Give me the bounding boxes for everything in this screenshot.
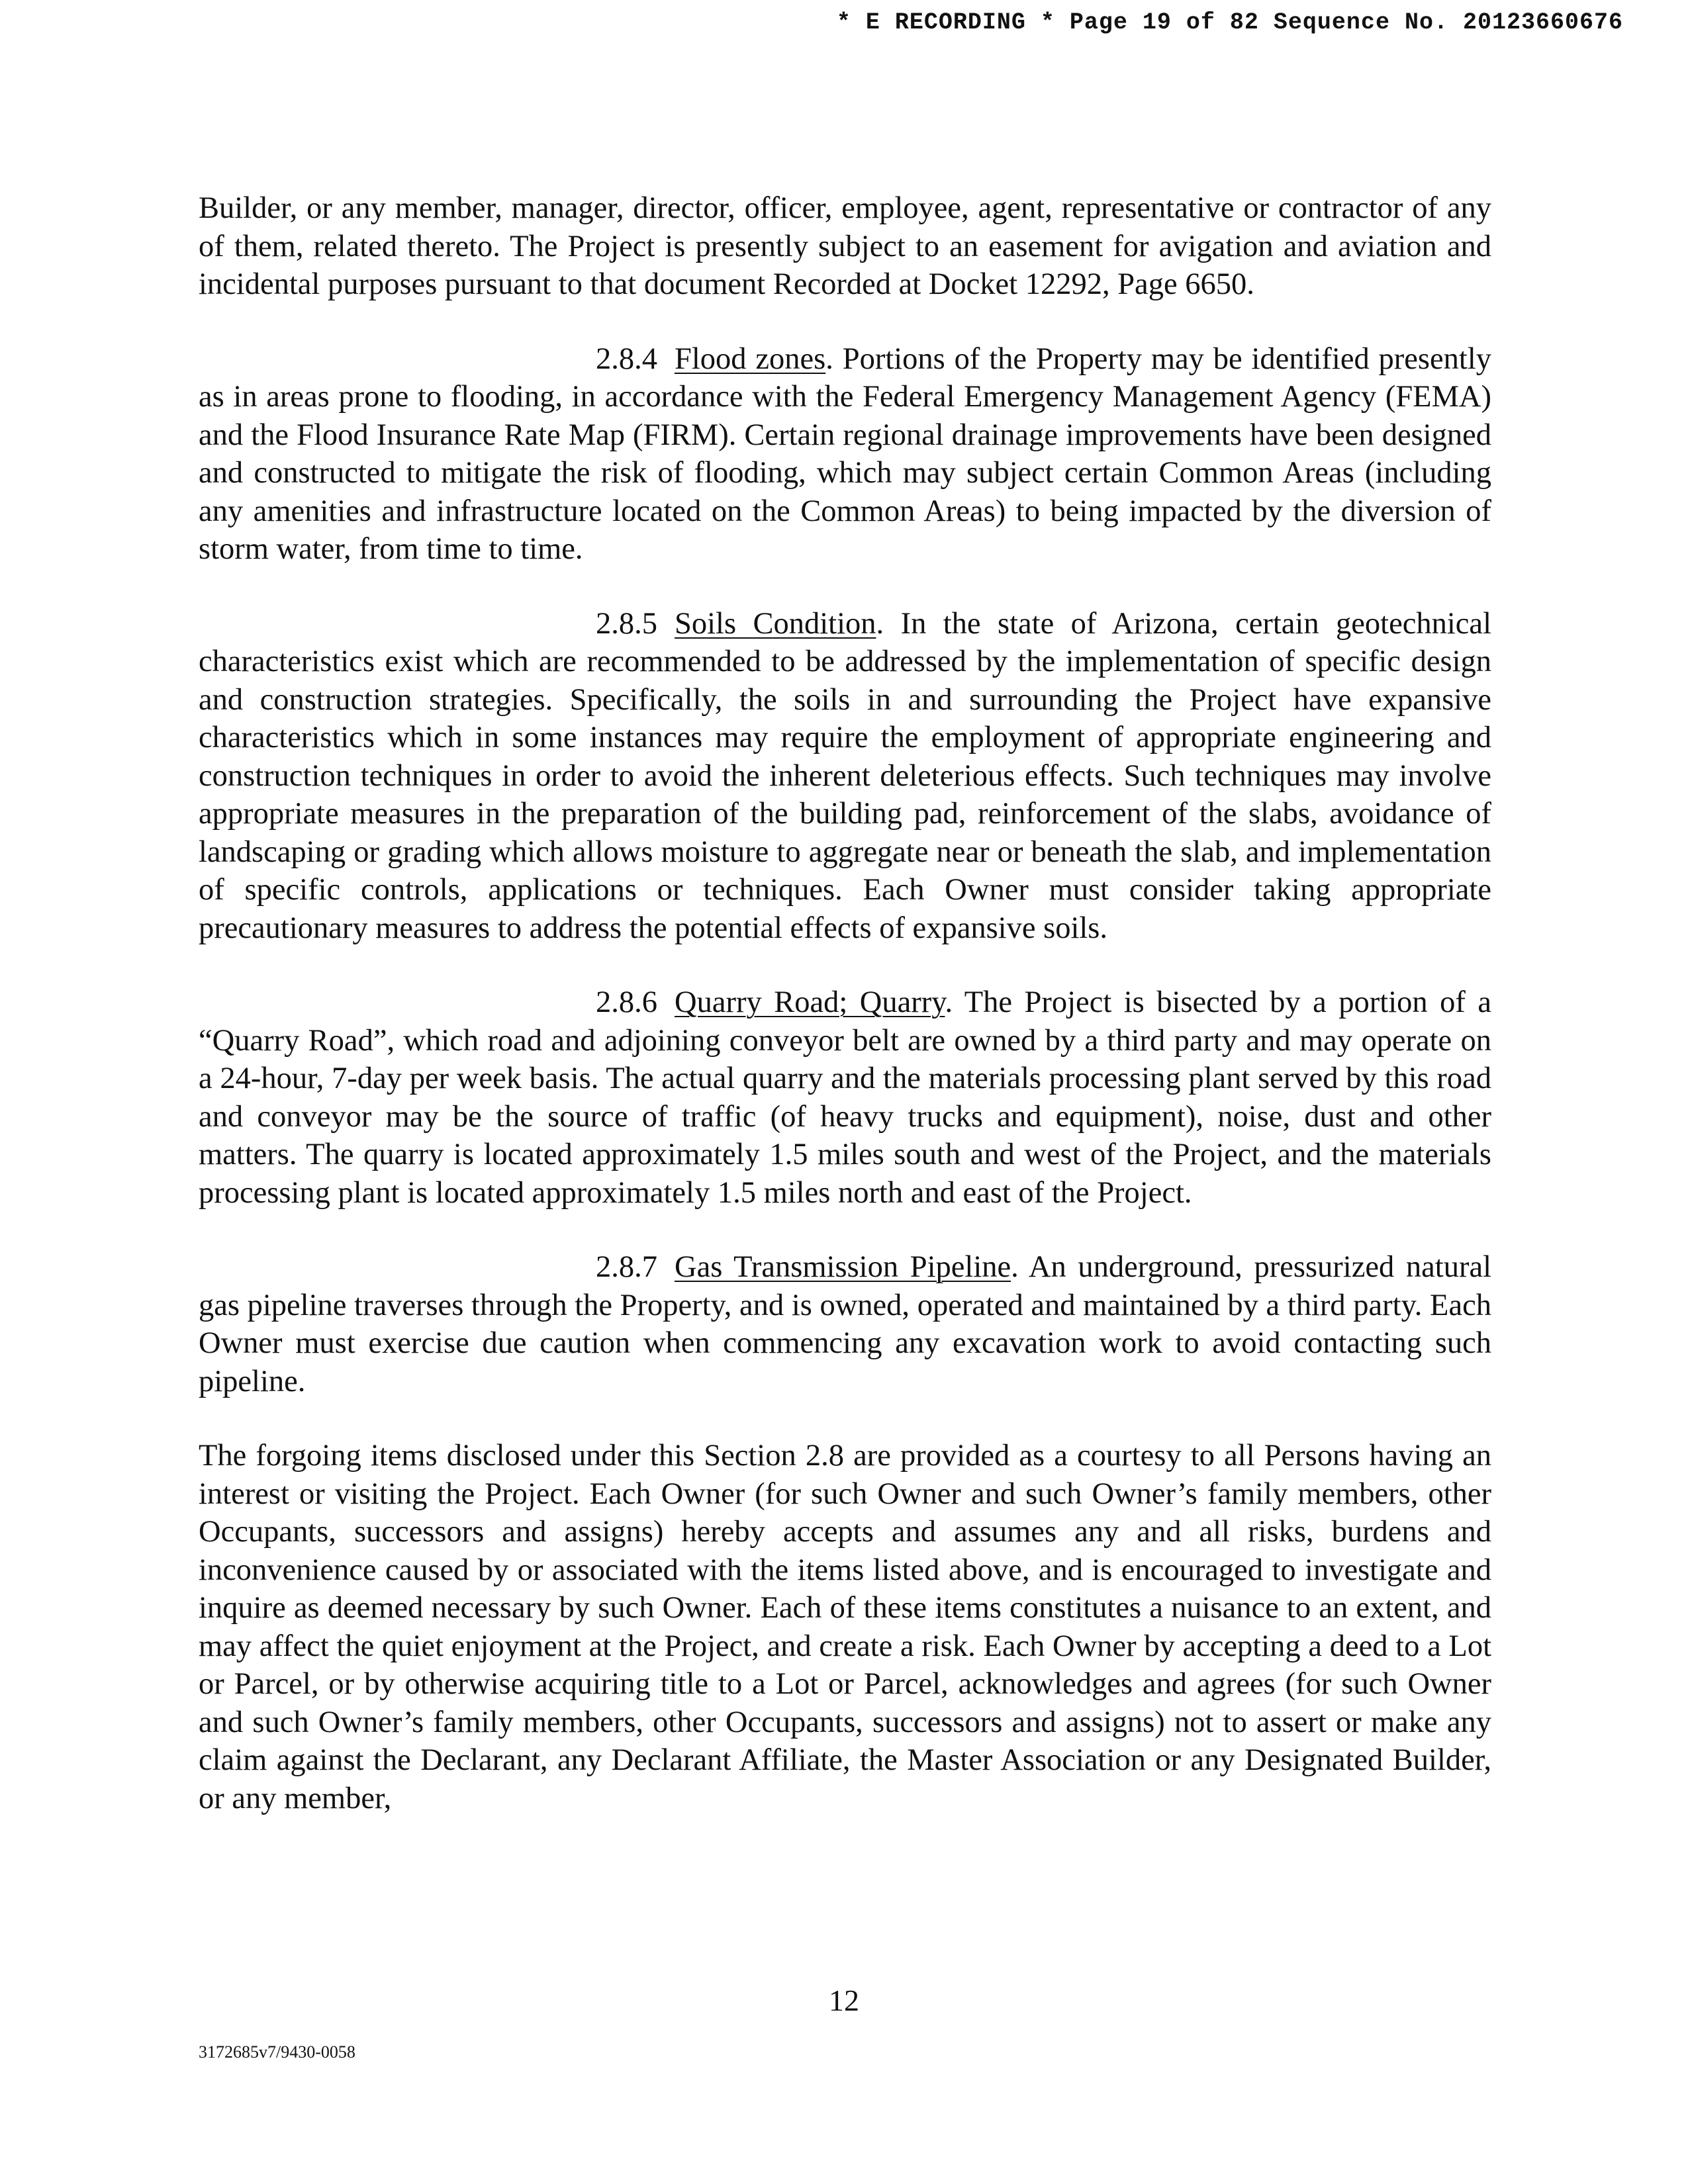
section-heading: Soils Condition xyxy=(675,606,876,641)
section-number: 2.8.4 xyxy=(596,341,657,376)
page-number: 12 xyxy=(829,1983,859,2017)
section-number: 2.8.6 xyxy=(596,985,657,1019)
paragraph-summary: The forgoing items disclosed under this Section 2.8 are provided as a courtesy to all Persons having an interest or visiting the Project. Each Owner (for such Owner and such Owner’s family members, other Occupants, successors and assigns) hereby accepts and assumes any and all risks, burdens and inconvenience caused by or associated with the items listed above, and is encouraged to investigate and inquire as deemed necessary by such Owner. Each of these items constitutes a nuisance to an extent, and may affect the quiet enjoyment at the Project, and create a risk. Each Owner by accepting a deed to a Lot or Parcel, or by otherwise acquiring title to a Lot or Parcel, acknowledges and agrees (for such Owner and such Owner’s family members, other Occupants, successors and assigns) not to assert or make any claim against the Declarant, any Declarant Affiliate, the Master Association or any Designated Builder, or any member, xyxy=(199,1439,1491,1815)
paragraph-continuation: Builder, or any member, manager, director, officer, employee, agent, representative or contractor of any of them, related thereto. The Project is presently subject to an easement for avigation and aviation and incidental purposes pursuant to that document Recorded at Docket 12292, Page 6650. xyxy=(199,191,1491,301)
document-id: 3172685v7/9430-0058 xyxy=(199,2042,355,2062)
section-text: Portions of the Property may be identified presently as in areas prone to flooding, in accordance with the Federal Emergency Management Agency (FEMA) and the Flood Insurance Rate Map (FIRM). Certain regional drainage improvements have been designed and constructed to mitigate the risk of flooding, which may subject certain Common Areas (including any amenities and infrastructure located on the Common Areas) to being impacted by the diversion of storm water, from time to time. xyxy=(199,341,1492,566)
section-text: The Project is bisected by a portion of a “Quarry Road”, which road and adjoining conveyor belt are owned by a third party and may operate on a 24-hour, 7-day per week basis. The actual quarry and the materials processing plant served by this road and conveyor may be the source of traffic (of heavy trucks and equipment), noise, dust and other matters. The quarry is located approximately 1.5 miles south and west of the Project, and the materials processing plant is located approximately 1.5 miles north and east of the Project. xyxy=(199,985,1491,1210)
section-heading: Flood zones xyxy=(675,341,826,376)
section-number: 2.8.5 xyxy=(596,606,657,641)
section-2-8-5: 2.8.5 Soils Condition. In the state of Arizona, certain geotechnical characteristics exist which are recommended to be addressed by the implementation of specific design and construction strategies. Specifically, the soils in and surrounding the Project have expansive characteristics which in some instances may require the employment of appropriate engineering and construction techniques in order to avoid the inherent deleterious effects. Such techniques may involve appropriate measures in the preparation of the building pad, reinforcement of the slabs, avoidance of landscaping or grading which allows moisture to aggregate near or beneath the slab, and implementation of specific controls, applications or techniques. Each Owner must consider taking appropriate precautionary measures to address the potential effects of expansive soils. xyxy=(199,605,1491,948)
section-number: 2.8.7 xyxy=(596,1250,657,1284)
section-2-8-7: 2.8.7 Gas Transmission Pipeline. An underground, pressurized natural gas pipeline traverses through the Property, and is owned, operated and maintained by a third party. Each Owner must exercise due caution when commencing any excavation work to avoid contacting such pipeline. xyxy=(199,1248,1491,1400)
section-text: An underground, pressurized natural gas pipeline traverses through the Property, and is owned, operated and maintained by a third party. Each Owner must exercise due caution when commencing any excavation work to avoid contacting such pipeline. xyxy=(199,1250,1492,1398)
section-text: In the state of Arizona, certain geotechnical characteristics exist which are recommended to be addressed by the implementation of specific design and construction strategies. Specifically, the soils in and surrounding the Project have expansive characteristics which in some instances may require the employment of appropriate engineering and construction techniques in order to avoid the inherent deleterious effects. Such techniques may involve appropriate measures in the preparation of the building pad, reinforcement of the slabs, avoidance of landscaping or grading which allows moisture to aggregate near or beneath the slab, and implementation of specific controls, applications or techniques. Each Owner must consider taking appropriate precautionary measures to address the potential effects of expansive soils. xyxy=(199,606,1491,945)
recording-header: * E RECORDING * Page 19 of 82 Sequence No. 20123660676 xyxy=(836,9,1623,36)
section-heading: Quarry Road; Quarry xyxy=(675,985,945,1019)
document-body xyxy=(199,189,1491,1854)
section-2-8-4: 2.8.4 Flood zones. Portions of the Property may be identified presently as in areas prone to flooding, in accordance with the Federal Emergency Management Agency (FEMA) and the Flood Insurance Rate Map (FIRM). Certain regional drainage improvements have been designed and constructed to mitigate the risk of flooding, which may subject certain Common Areas (including any amenities and infrastructure located on the Common Areas) to being impacted by the diversion of storm water, from time to time. xyxy=(199,340,1491,569)
section-heading: Gas Transmission Pipeline xyxy=(675,1250,1011,1284)
section-2-8-6: 2.8.6 Quarry Road; Quarry. The Project is bisected by a portion of a “Quarry Road”, which road and adjoining conveyor belt are owned by a third party and may operate on a 24-hour, 7-day per week basis. The actual quarry and the materials processing plant served by this road and conveyor may be the source of traffic (of heavy trucks and equipment), noise, dust and other matters. The quarry is located approximately 1.5 miles south and west of the Project, and the materials processing plant is located approximately 1.5 miles north and east of the Project. xyxy=(199,983,1491,1212)
